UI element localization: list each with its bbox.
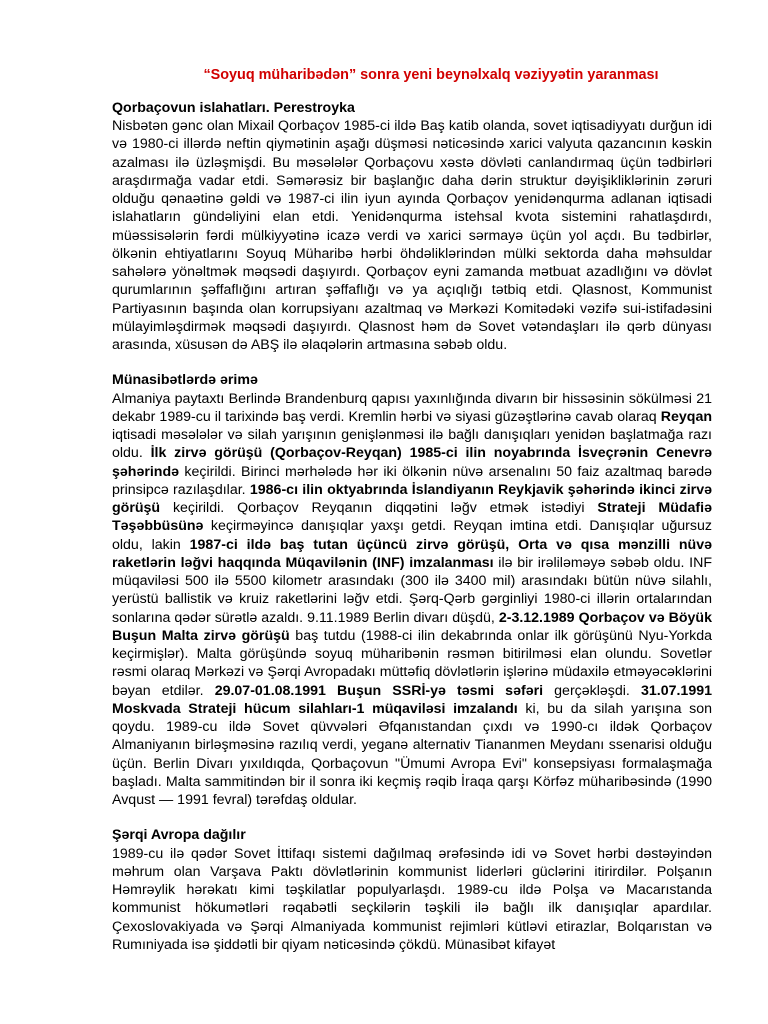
section-paragraph (112, 117, 712, 354)
text-run: keçirməyincə danışıqlar yaxşı getdi. Reyqan imtina etdi. Danışıqlar uğursuz oldu, lakin (112, 518, 712, 553)
text-run: 1989-cu ilə qədər Sovet İttifaqı sistemi dağılmaq ərəfəsində idi və Sovet hərbi dəstəyindən məhrum olan Varşava Paktı dövlətlərinin kommunist liderləri güclərini itirirdilər. Polşanın Həmrəylik hərəkatı kimi təşkilatlar populyarlaşdı. 1989-cu ildə Polşa və Macarıstanda kommunist hökumətləri rəqabətli seçkilərin təşkili ilə bağlı ilk danışıqlar apardılar. Çexoslovakiyada və Şərqi Almaniyada kommunist rejimləri kütləvi etirazlar, Bolqarıstan və Rumıniyada isə şiddətli bir qiyam nəticəsində çökdü. Münasibət kifayət (112, 845, 712, 953)
bold-text: Strateji Müdafiə Təşəbbüsünə (112, 500, 712, 535)
bold-text: 1986-cı ilin oktyabrında İslandiyanın Reykjavik şəhərində ikinci zirvə görüşü (112, 481, 712, 517)
bold-text: Reyqan (660, 408, 712, 425)
text-run: baş tutdu (1988-ci ilin dekabrında onlar ilk görüşünü Nyu-Yorkda keçirmişlər). Malta görüşündə soyuq müharibənin rəsmən bitirilməsi elan olundu. Sovetlər rəsmi olaraq Mərkəzi və Şərqi Avropadakı müttəfiq dövlətlərin işlərinə müdaxilə etməyəcəklərini bəyan etdilər. (112, 627, 713, 699)
bold-text: 29.07-01.08.1991 Buşun SSRİ-yə təsmi səfəri (214, 682, 544, 699)
text-run: ki, bu da silah yarışına son qoydu. 1989-cu ildə Sovet qüvvələri Əfqanıstandan çıxdı və 1990-cı ildək Qorbaçov Almaniyanın birləşməsinə razılıq verdi, yeganə alternativ Tiananmen Meydanı ssenarisi olduğu üçün. Berlin Divarı yıxıldıqda, Qorbaçovun "Ümumi Avropa Evi" konsepsiyası formalaşmağa başladı. Malta sammitindən bir il sonra iki keçmiş rəqib İraqa qarşı Körfəz müharibəsində (1990 Avqust — 1991 fevral) tərəfdaş oldular. (112, 700, 712, 809)
text-run: ilə bir irəliləməyə səbəb oldu. INF müqaviləsi 500 ilə 5500 kilometr arasındakı (300 ilə 3400 mil) arasındakı bütün nüvə silahlı, yerüstü ballistik və kruiz raketlərini ləğv etdi. Şərq-Qərb gərginliyi 1980-ci illərin ortalarından sonlarına qədər sürətlə azaldı. 9.11.1989 Berlin divarı düşdü, (112, 554, 712, 626)
bold-text: 1987-ci ildə baş tutan üçüncü zirvə görüşü, Orta və qısa mənzilli nüvə raketlərin ləğvi haqqında Müqavilənin (INF) imzalanması (112, 536, 713, 571)
bold-text: İlk zirvə görüşü (Qorbaçov-Reyqan) 1985-ci ilin noyabrında İsveçrənin Cenevrə şəhərində (112, 445, 712, 480)
bold-text: 2-3.12.1989 Qorbaçov və Böyük Buşun Malta zirvə görüşü (112, 609, 712, 644)
text-run: Nisbətən gənc olan Mixail Qorbaçov 1985-ci ildə Baş katib olanda, sovet iqtisadiyyatı durğun idi və 1980-ci illərdə neftin qiymətinin aşağı düşməsi nəticəsində xarici valyuta qazancının kəskin azalması ilə üzləşmişdi. Bu məsələlər Qorbaçovu xəstə dövləti canlandırmaq üçün tədbirləri araşdırmağa vadar etdi. Səmərəsiz bir başlanğıc daha dərin struktur dəyişikliklərinin zəruri olduğu qənaətinə gəldi və 1987-ci ilin iyun ayında Qorbaçov yenidənqurma adlanan iqtisadi islahatların gündəliyini elan etdi. Yenidənqurma istehsal kvota sistemini rahatlaşdırdı, müəssisələrin fərdi mülkiyyətinə icazə verdi və xarici sərmayə üçün yol açdı. Bu tədbirlər, ölkənin ehtiyatlarını Soyuq Müharibə hərbi öhdəliklərindən mülki sektorda daha məhsuldar sahələrə yönəltmək məqsədi daşıyırdı. Qorbaçov eyni zamanda mətbuat azadlığını və dövlət qurumlarının şəffaflığını artıran şəffaflığı və ya açıqlığı tətbiq etdi. Qlasnost, Kommunist Partiyasının başında olan korrupsiyanı azaltmaq və Mərkəzi Komitədəki vəzifə sui-istifadəsini mülayimləşdirmək məqsədi daşıyırdı. Qlasnost həm də Sovet vətəndaşları ilə qərb dünyası arasında, xüsusən də ABŞ ilə əlaqələrin artmasına səbəb oldu. (112, 118, 712, 354)
text-run: Almaniya paytaxtı Berlində Brandenburq qapısı yaxınlığında divarın bir hissəsinin sökülməsi 21 dekabr 1989-cu il tarixində baş verdi. Kremlin hərbi və siyasi güzəştlərinə cavab olaraq (112, 390, 712, 425)
section-2 (112, 371, 712, 809)
section-1 (112, 99, 712, 354)
text-run: keçirildi. Birinci mərhələdə hər iki ölkənin nüvə arsenalını 50 faiz azaltmaq barədə prinsipcə razılaşdılar. (112, 463, 712, 498)
text-run: gerçəkləşdi. (543, 682, 641, 699)
bold-text: 31.07.1991 Moskvada Strateji hücum silahları-1 müqaviləsi imzalandı (112, 682, 712, 717)
text-run: keçirildi. Qorbaçov Reyqanın diqqətini ləğv etmək istədiyi (160, 500, 598, 517)
document-title: “Soyuq müharibədən” sonra yeni beynəlxalq vəziyyətin yaranması (203, 67, 659, 83)
section-3 (112, 826, 712, 954)
section-paragraph (112, 390, 712, 810)
section-heading: Münasibətlərdə ərimə (112, 372, 258, 389)
document-body (112, 99, 712, 954)
section-heading: Qorbaçovun islahatları. Perestroyka (112, 100, 355, 116)
section-heading: Şərqi Avropa dağılır (112, 827, 246, 844)
text-run: iqtisadi məsələlər və silah yarışının genişlənməsi ilə bağlı danışıqları yenidən başlatmağa razı oldu. (112, 427, 712, 462)
section-paragraph (112, 845, 712, 955)
